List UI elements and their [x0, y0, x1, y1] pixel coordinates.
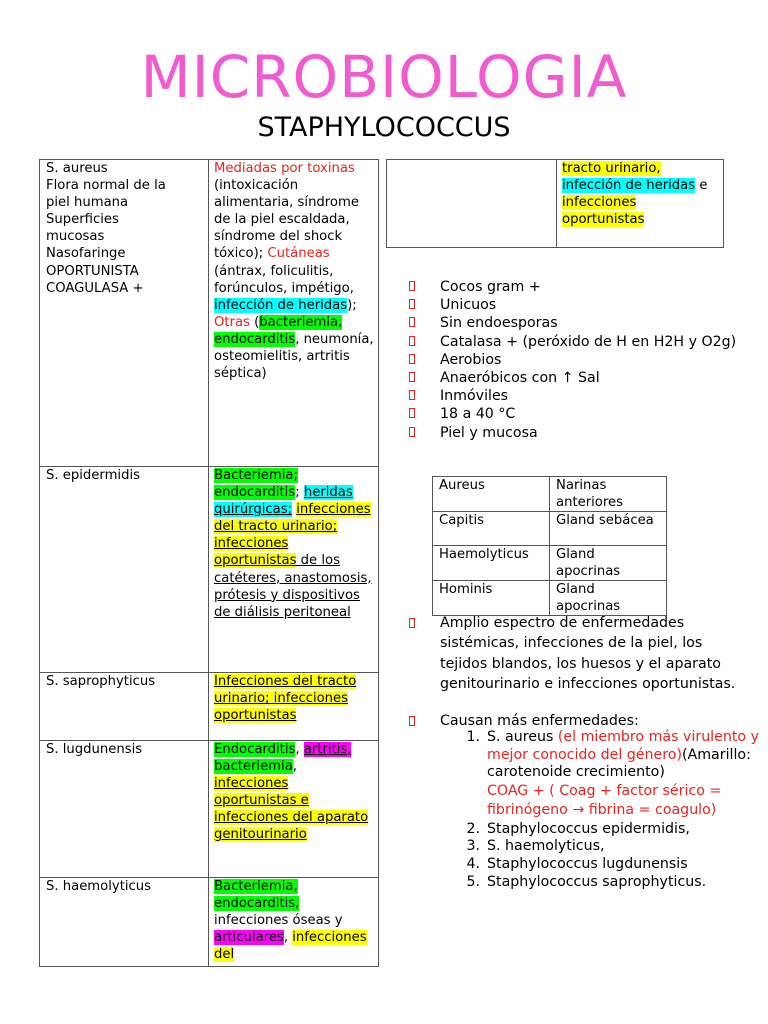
- table-row: [40, 160, 379, 467]
- aureus-info-line: Nasofaringe: [46, 246, 126, 262]
- separator: ,: [283, 930, 289, 946]
- table-cell: [387, 160, 557, 248]
- table-cell: [209, 160, 379, 467]
- list-item-text: Aerobios: [440, 351, 502, 368]
- species-cell: Aureus: [433, 477, 550, 512]
- list-number: 3.: [466, 838, 480, 855]
- table-row: [433, 477, 667, 512]
- cause-name: S. haemolyticus,: [487, 838, 605, 855]
- table-cell: [40, 160, 209, 467]
- cutaneas-label: Cutáneas: [267, 246, 330, 262]
- highlight-green: Bacteriemia, endocarditis,: [214, 879, 300, 912]
- species-cell: Hominis: [433, 581, 550, 616]
- bullet-icon: [409, 299, 415, 309]
- list-item: [409, 369, 749, 387]
- species-cell: Haemolyticus: [433, 546, 550, 581]
- cause-name: Staphylococcus lugdunensis: [487, 855, 688, 872]
- species-name: S. haemolyticus: [46, 879, 152, 894]
- aureus-info-line: Flora normal de la: [46, 178, 166, 194]
- species-location-table: [432, 476, 667, 616]
- coag-note: COAG + ( Coag + factor sérico = fibrinógeno → fibrina = coagulo): [487, 782, 722, 819]
- list-item: [409, 314, 749, 332]
- highlight-yellow: infecciones del tracto urinario;: [214, 502, 371, 535]
- table-row: [40, 673, 379, 741]
- list-item-text: Sin endoesporas: [440, 315, 558, 332]
- location-cell: Gland sebácea: [550, 512, 667, 546]
- epidermidis-end: de los catéteres, anastomosis, prótesis y dispositivos de diálisis peritoneal: [214, 553, 372, 620]
- list-number: 2.: [466, 820, 480, 837]
- continuation-text: e: [695, 178, 708, 194]
- table-row: [40, 467, 379, 673]
- table-row: [40, 878, 379, 967]
- table-cell: [40, 878, 209, 967]
- list-number: 5.: [466, 873, 480, 890]
- bullet-icon: [409, 372, 415, 382]
- table-row: [433, 581, 667, 616]
- table-cell: [557, 160, 724, 248]
- list-item: [409, 387, 749, 405]
- page-subtitle: STAPHYLOCOCCUS: [257, 112, 511, 143]
- list-item: [409, 424, 749, 442]
- aureus-info-line: COAGULASA +: [46, 280, 144, 296]
- aureus-info-line: OPORTUNISTA: [46, 263, 139, 279]
- aureus-info-line: Superficies: [46, 212, 119, 228]
- list-item: [409, 333, 749, 351]
- location-cell: Gland apocrinas: [550, 581, 667, 616]
- list-item: [460, 821, 760, 839]
- otras-label: Otras: [214, 314, 250, 330]
- aureus-info-line: mucosas: [46, 229, 105, 245]
- list-item: [409, 296, 749, 314]
- bullet-icon: [409, 281, 415, 291]
- bullet-icon: [409, 408, 415, 418]
- list-item: [460, 838, 760, 856]
- highlight-cyan: infección de heridas: [214, 297, 348, 313]
- bullet-icon: [409, 390, 415, 400]
- list-item: [409, 278, 749, 296]
- properties-list: [409, 278, 749, 442]
- table-cell: [209, 673, 379, 741]
- toxins-detail: (intoxicación alimentaria, síndrome de la piel escaldada, síndrome del shock tóxico);: [214, 178, 359, 262]
- bullet-icon: [409, 427, 415, 437]
- separator: ,: [295, 742, 300, 757]
- highlight-yellow: infecciones oportunistas: [214, 536, 297, 569]
- list-item: [460, 729, 760, 821]
- cause-note-red: (el miembro más virulento y mejor conocido del género): [487, 729, 759, 763]
- highlight-magenta: artritis,: [303, 742, 352, 757]
- list-item: [460, 856, 760, 874]
- continuation-table: [386, 159, 724, 248]
- list-item-text: Catalasa + (peróxido de H en H2H y O2g): [440, 333, 737, 350]
- list-item: [409, 351, 749, 369]
- otras-open: (: [249, 314, 260, 330]
- bullet-icon: [409, 317, 415, 327]
- highlight-yellow: tracto urinario,: [562, 161, 661, 176]
- list-item: [460, 874, 760, 892]
- table-cell: [209, 741, 379, 878]
- list-item-text: Unicuos: [440, 297, 497, 314]
- species-name: S. lugdunensis: [46, 742, 143, 757]
- species-name: S. aureus: [46, 161, 108, 176]
- table-row: [387, 160, 724, 248]
- highlight-green: Endocarditis: [214, 742, 296, 757]
- causes-list: [460, 729, 760, 891]
- list-number: 1.: [466, 729, 480, 745]
- table-cell: [40, 467, 209, 673]
- highlight-yellow: infecciones oportunistas: [562, 195, 645, 228]
- cutaneas-end: );: [347, 297, 357, 313]
- location-cell: Narinas anteriores: [550, 477, 667, 512]
- list-item-text: Anaeróbicos con ↑ Sal: [440, 370, 600, 387]
- list-item-text: Piel y mucosa: [440, 424, 538, 441]
- highlight-cyan: infección de heridas: [562, 178, 696, 194]
- table-cell: [40, 673, 209, 741]
- species-name: S. saprophyticus: [46, 674, 156, 689]
- species-cell: Capitis: [433, 512, 550, 546]
- cause-name: Staphylococcus epidermidis,: [487, 820, 690, 837]
- species-name: S. epidermidis: [46, 468, 140, 483]
- causes-header: Causan más enfermedades:: [440, 713, 639, 729]
- highlight-green: Bacteriemia; endocarditis: [214, 468, 298, 501]
- highlight-yellow: infecciones oportunistas e infecciones del aparato genitourinario: [214, 776, 369, 843]
- table-cell: [209, 467, 379, 673]
- table-cell: [40, 741, 209, 878]
- bullet-icon: [409, 716, 415, 726]
- highlight-green: bacteriemia: [214, 759, 293, 775]
- page-title: MICROBIOLOGIA: [140, 43, 628, 111]
- haemolyticus-text: infecciones óseas y: [214, 913, 343, 929]
- bullet-icon: [409, 336, 415, 346]
- highlight-yellow: infecciones del: [214, 930, 367, 963]
- table-cell: [209, 878, 379, 967]
- spectrum-text: Amplio espectro de enfermedades sistémicas, infecciones de la piel, los tejidos blandos, los huesos y el aparato genitourinario e infecciones oportunistas.: [440, 615, 736, 692]
- species-disease-table: [39, 159, 379, 967]
- list-item-text: Cocos gram +: [440, 279, 541, 295]
- table-row: [433, 546, 667, 581]
- table-row: [40, 741, 379, 878]
- cutaneas-detail: (ántrax, foliculitis, forúnculos, impétigo,: [214, 263, 354, 296]
- aureus-info-line: piel humana: [46, 195, 129, 211]
- highlight-yellow: Infecciones del tracto urinario; infecciones oportunistas: [214, 674, 357, 724]
- toxins-label: Mediadas por toxinas: [214, 161, 355, 176]
- location-cell: Gland apocrinas: [550, 546, 667, 581]
- highlight-green: bacteriemia, endocarditis: [214, 314, 343, 347]
- separator: ,: [292, 759, 297, 775]
- list-item-text: Inmóviles: [440, 388, 509, 405]
- list-item: [409, 405, 749, 423]
- list-item-text: 18 a 40 °C: [440, 406, 516, 423]
- bullet-icon: [409, 354, 415, 364]
- bullet-icon: [409, 618, 415, 628]
- list-number: 4.: [466, 855, 480, 872]
- highlight-cyan: heridas quirúrgicas;: [214, 485, 353, 518]
- cause-note: (Amarillo: carotenoide crecimiento): [487, 746, 751, 781]
- cause-name: S. aureus: [487, 729, 558, 745]
- cause-name: Staphylococcus saprophyticus.: [487, 873, 707, 890]
- separator: ;: [295, 485, 300, 501]
- highlight-magenta: articulares: [214, 930, 284, 946]
- table-row: [433, 512, 667, 546]
- otras-end: , neumonía, osteomielitis, artritis séptica): [214, 331, 374, 382]
